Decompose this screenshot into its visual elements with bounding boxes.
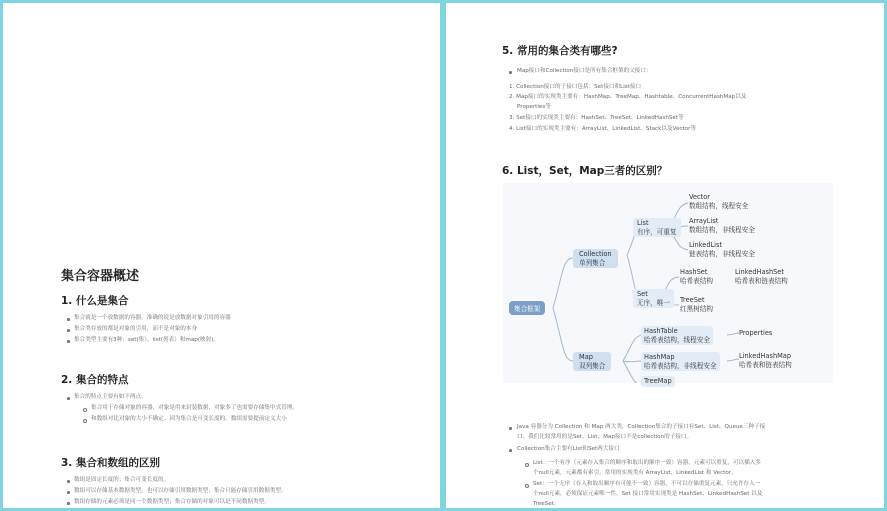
mindmap-node-linkedhashset	[735, 268, 788, 285]
bullet-text: 集合就是一个放数据的容器，准确的说是放数据对象引用的容器	[74, 315, 231, 321]
node-desc: 无序，唯一	[637, 298, 670, 307]
node-title: Map	[579, 353, 593, 361]
section-heading-common-classes: 5. 常用的集合类有哪些?	[502, 45, 618, 57]
bullet-text: Map接口和Collection接口是所有集合框架的父接口：	[517, 68, 652, 74]
node-desc: 有序，可重复	[637, 227, 677, 236]
mindmap-node-properties	[739, 329, 772, 338]
sub-bullet-text-cont: TreeSet。	[533, 501, 560, 507]
mindmap-root-node: 集合框架	[509, 301, 545, 315]
bullet-text: 数组是固定长度的；集合可变长度的。	[74, 477, 170, 483]
node-title: Set	[637, 290, 648, 298]
bullet-dot	[67, 502, 70, 505]
node-desc: 单列集合	[579, 258, 606, 267]
mindmap-node-hashtable	[641, 326, 713, 345]
bullet-dot	[67, 340, 70, 343]
mindmap-node-map	[573, 352, 611, 371]
numbered-item: 4. List接口的实现类主要有：ArrayList、LinkedList、Stack以及Vector等	[509, 126, 696, 132]
node-desc: 哈希表结构，非线程安全	[644, 361, 717, 370]
node-title: Collection	[579, 250, 612, 258]
bullet-text: 集合的特点主要有如下两点:	[74, 394, 144, 400]
node-desc: 哈希表和链表结构	[735, 276, 788, 285]
numbered-item-cont: Properties等	[517, 104, 551, 110]
bullet-dot	[67, 329, 70, 332]
bullet-dot	[67, 480, 70, 483]
sub-bullet-text: 和数组对比对象的大小不确定。因为集合是可变长度的。数组需要提前定义大小	[91, 416, 287, 422]
right-page	[446, 3, 884, 508]
bullet-dot	[67, 318, 70, 321]
sub-bullet-dot	[525, 463, 529, 467]
bullet-text: 集合类型主要有3种：set(集）、list(列表）和map(映射)。	[74, 337, 219, 343]
node-title: HashMap	[644, 353, 675, 361]
sub-bullet-text-cont: 个null元素，必须保证元素唯一性。Set 接口常用实现类是 HashSet、LinkedHashSet 以及	[533, 491, 763, 497]
sub-bullet-dot	[525, 484, 529, 488]
node-title: Properties	[739, 329, 773, 337]
section-heading-vs-array: 3. 集合和数组的区别	[61, 457, 160, 469]
bullet-dot	[509, 71, 512, 74]
node-title: HashSet	[680, 268, 708, 276]
mindmap-node-hashset	[680, 268, 713, 285]
node-desc: 数组结构，线程安全	[689, 201, 749, 210]
node-title: Vector	[689, 193, 711, 201]
mindmap-node-treeset	[680, 296, 713, 313]
mindmap-node-set	[633, 289, 674, 308]
node-desc: 数组结构，非线程安全	[689, 225, 755, 234]
node-title: TreeSet	[680, 296, 705, 304]
bullet-text-cont: 口。我们比较常用的是Set、List，Map接口不是collection的子接口。	[517, 434, 693, 440]
numbered-item: 2. Map接口的实现类主要有：HashMap、TreeMap、Hashtable、ConcurrentHashMap以及	[509, 94, 747, 100]
bullet-text: 数组可以存储基本数据类型，也可以存储引用数据类型；集合只能存储引用数据类型。	[74, 488, 287, 494]
sub-bullet-text: List：一个有序（元素存入集合的顺序和取出的顺序一致）容器，元素可以重复，可以插入多	[533, 460, 761, 466]
mindmap-node-treemap	[641, 376, 675, 387]
numbered-item: 1. Collection接口的子接口包括：Set接口和List接口	[509, 84, 642, 90]
sub-bullet-text: 集合用于存储对象的容器，对象是用来封装数据，对象多了也需要存储集中式管理。	[91, 405, 298, 411]
bullet-text: 数组存储的元素必须是同一个数据类型；集合存储的对象可以是不同数据类型。	[74, 499, 270, 505]
mindmap-node-vector	[689, 193, 748, 210]
mindmap-node-list	[633, 218, 681, 237]
section-heading-features: 2. 集合的特点	[61, 374, 129, 386]
sub-bullet-text: Set：一个无序（存入和取出顺序有可能不一致）容器，不可以存储重复元素，只允许存入一	[533, 481, 761, 487]
bullet-text: 集合类存放的都是对象的引用，而不是对象的本身	[74, 326, 198, 332]
node-desc: 哈希表结构	[680, 276, 713, 285]
node-desc: 红黑树结构	[680, 304, 713, 313]
sub-bullet-text-cont: 个null元素，元素都有索引。常用的实现类有 ArrayList、LinkedList 和 Vector。	[533, 470, 737, 476]
mindmap-node-collection	[573, 249, 618, 268]
mindmap-node-linkedhashmap	[739, 352, 792, 369]
page-title: 集合容器概述	[61, 269, 140, 284]
mindmap-node-hashmap	[641, 352, 720, 371]
bullet-dot	[509, 427, 512, 430]
bullet-dot	[509, 449, 512, 452]
collection-mindmap	[503, 183, 833, 383]
bullet-text: Collection集合主要有List和Set两大接口	[517, 446, 620, 452]
node-desc: 双列集合	[579, 361, 606, 370]
sub-bullet-dot	[83, 408, 87, 412]
node-title: LinkedHashSet	[735, 268, 784, 276]
node-desc: 哈希表和链表结构	[739, 360, 792, 369]
mindmap-node-arraylist	[689, 217, 755, 234]
bullet-text: Java 容器分为 Collection 和 Map 两大类，Collection集合的子接口有Set、List、Queue三种子接	[517, 424, 766, 430]
bullet-dot	[67, 397, 70, 400]
node-title: HashTable	[644, 327, 678, 335]
left-page	[3, 3, 440, 508]
mindmap-node-linkedlist	[689, 241, 755, 258]
numbered-item: 3. Set接口的实现类主要有：HashSet、TreeSet、LinkedHashSet等	[509, 115, 684, 121]
node-desc: 哈希表结构，线程安全	[644, 335, 710, 344]
node-title: TreeMap	[644, 377, 672, 385]
section-heading-what-is-collection: 1. 什么是集合	[61, 295, 129, 307]
node-title: LinkedList	[689, 241, 723, 249]
section-heading-differences: 6. List，Set，Map三者的区别？	[502, 165, 668, 177]
node-title: List	[637, 219, 649, 227]
sub-bullet-dot	[83, 419, 87, 423]
bullet-dot	[67, 491, 70, 494]
node-title: LinkedHashMap	[739, 352, 792, 360]
node-title: ArrayList	[689, 217, 719, 225]
node-desc: 链表结构，非线程安全	[689, 249, 755, 258]
